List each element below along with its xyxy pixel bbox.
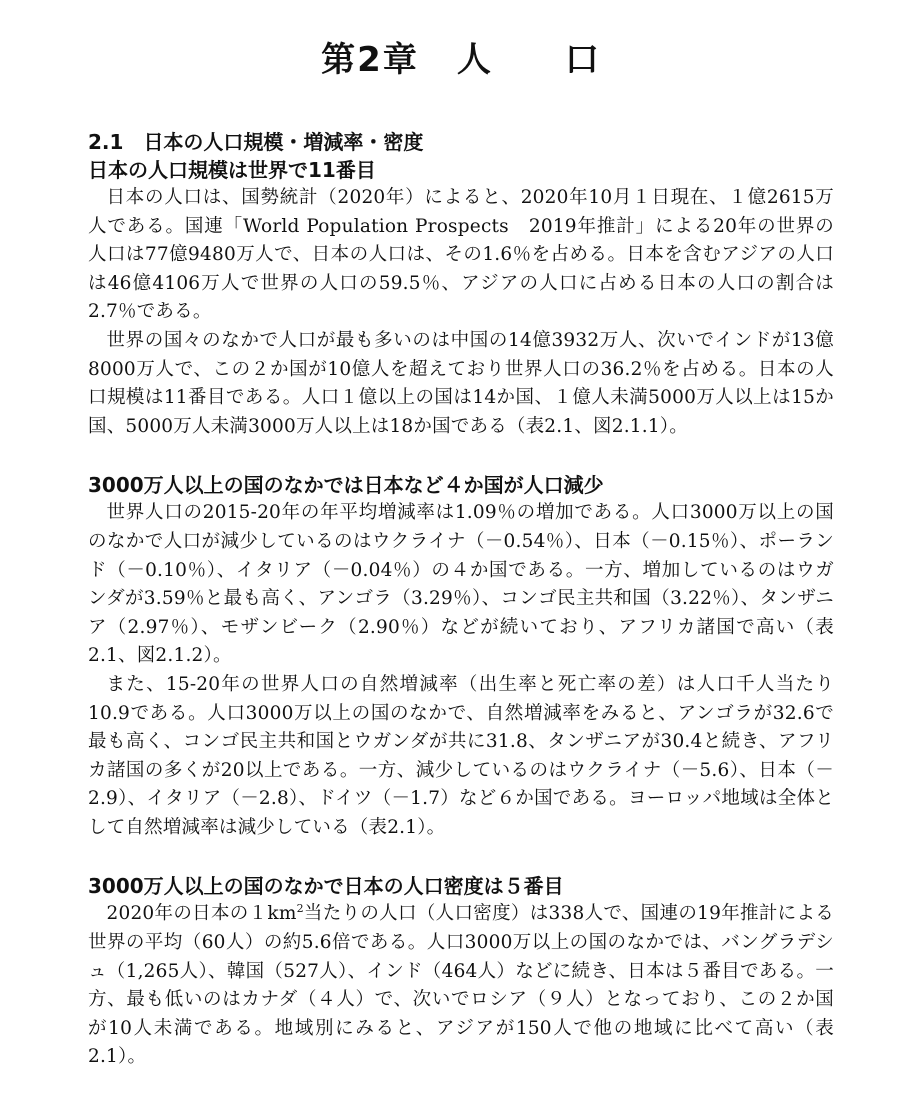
subheading-population-density: 3000万人以上の国のなかで日本の人口密度は５番目	[88, 874, 564, 899]
section-number: 2.1	[88, 130, 124, 154]
paragraph: 世界の国々のなかで人口が最も多いのは中国の14億3932万人、次いでインドが13億8000万人で、この２か国が10億人を超えており世界人口の36.2％を占める。日本の人口規模は11番目である。人口１億以上の国は14か国、１億人未満5000万人以上は15か国、5000万人未満3000万人以上は18か国である（表2.1、図2.1.1）。	[88, 329, 834, 437]
chapter-title	[88, 36, 834, 84]
subheading-population-scale: 日本の人口規模は世界で11番目	[88, 158, 376, 182]
block-population-change	[88, 471, 834, 842]
chapter-label: 第2章	[321, 40, 419, 80]
section-title: 日本の人口規模・増減率・密度	[143, 130, 424, 154]
block-population-scale	[88, 156, 834, 441]
density-text-suffix: 当たりの人口（人口密度）は338人で、国連の19年推計による世界の平均（60人）の約5.6倍である。人口3000万以上の国のなかでは、バングラデシュ（1,265人）、韓国（527人）、インド（464人）などに続き、日本は５番目である。一方、最も低いのはカナダ（４人）で、次いでロシア（９人）となっており、この２か国が10人未満である。地域別にみると、アジアが150人で他の地域に比べて高い（表2.1）。	[88, 903, 835, 1068]
paragraph: 日本の人口は、国勢統計（2020年）によると、2020年10月１日現在、１億2615万人である。国連「World Population Prospects 2019年推計」による20年の世界の人口は77億9480万人で、日本の人口は、その1.6％を占める。日本を含むアジアの人口は46億4106万人で世界の人口の59.5％、アジアの人口に占める日本の人口の割合は2.7％である。	[88, 187, 834, 323]
chapter-name: 人 口	[456, 40, 601, 80]
paragraph-density	[88, 900, 834, 1072]
section-heading	[88, 128, 834, 156]
superscript-two: 2	[296, 902, 304, 916]
paragraph: 世界人口の2015-20年の年平均増減率は1.09％の増加である。人口3000万以上の国のなかで人口が減少しているのはウクライナ（－0.54％）、日本（－0.15％）、ポーランド（－0.10％）、イタリア（－0.04％）の４か国である。一方、増加しているのはウガンダが3.59％と最も高く、アンゴラ（3.29％）、コンゴ民主共和国（3.22％）、タンザニア（2.97％）、モザンビーク（2.90％）などが続いており、アフリカ諸国で高い（表2.1、図2.1.2）。	[88, 502, 834, 667]
subheading-population-change: 3000万人以上の国のなかでは日本など４か国が人口減少	[88, 473, 604, 498]
density-text-prefix: 2020年の日本の１km	[106, 903, 297, 925]
paragraph: また、15-20年の世界人口の自然増減率（出生率と死亡率の差）は人口千人当たり10.9である。人口3000万以上の国のなかで、自然増減率をみると、アンゴラが32.6で最も高く、コンゴ民主共和国とウガンダが共に31.8、タンザニアが30.4と続き、アフリカ諸国の多くが20以上である。一方、減少しているのはウクライナ（－5.6）、日本（－2.9）、イタリア（－2.8）、ドイツ（－1.7）など６か国である。ヨーロッパ地域は全体として自然増減率は減少している（表2.1）。	[88, 673, 834, 838]
block-population-density	[88, 872, 834, 1072]
